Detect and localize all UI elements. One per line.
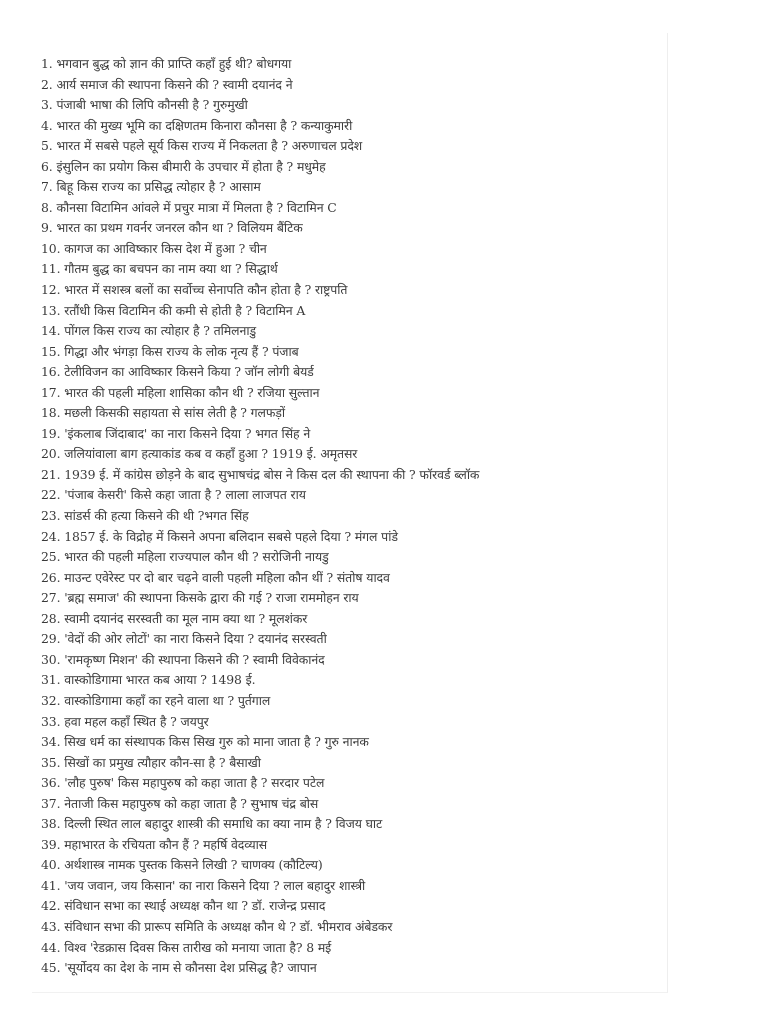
qa-item-36: 36. 'लौह पुरुष' किस महापुरुष को कहा जाता है ? सरदार पटेल [41,775,325,791]
qa-item-1: 1. भगवान बुद्ध को ज्ञान की प्राप्ति कहाँ हुई थी? बोधगया [41,56,292,71]
qa-item-44: 44. विश्व 'रेडक्रास दिवस किस तारीख को मनाया जाता है? 8 मई [41,939,332,955]
document-page [32,33,668,993]
qa-item-27: 27. 'ब्रह्म समाज' की स्थापना किसके द्वारा की गई ? राजा राममोहन राय [41,590,359,606]
qa-item-3: 3. पंजाबी भाषा की लिपि कौनसी है ? गुरुमुखी [41,97,248,113]
qa-item-31: 31. वास्कोडिगामा भारत कब आया ? 1498 ई. [41,672,256,688]
qa-item-34: 34. सिख धर्म का संस्थापक किस सिख गुरु को माना जाता है ? गुरु नानक [41,734,369,750]
qa-item-32: 32. वास्कोडिगामा कहाँ का रहने वाला था ? पुर्तगाल [41,692,271,708]
qa-item-25: 25. भारत की पहली महिला राज्यपाल कौन थी ? सरोजिनी नायडु [41,549,329,565]
qa-item-12: 12. भारत में सशस्त्र बलों का सर्वोच्च सेनापति कौन होता है ? राष्ट्रपति [41,282,348,298]
qa-item-9: 9. भारत का प्रथम गवर्नर जनरल कौन था ? विलियम बैंटिक [41,220,303,236]
question-answer-list [41,54,479,979]
qa-item-10: 10. कागज का आविष्कार किस देश में हुआ ? चीन [41,240,267,256]
qa-item-15: 15. गिद्धा और भंगड़ा किस राज्य के लोक नृत्य हैं ? पंजाब [41,343,299,359]
qa-item-42: 42. संविधान सभा का स्थाई अध्यक्ष कौन था ? डॉ. राजेन्द्र प्रसाद [41,898,326,914]
qa-item-21: 21. 1939 ई. में कांग्रेस छोड़ने के बाद सुभाषचंद्र बोस ने किस दल की स्थापना की ? फॉरवर्ड ब्लॉक [41,466,480,482]
qa-item-33: 33. हवा महल कहाँ स्थित है ? जयपुर [41,713,209,729]
qa-item-38: 38. दिल्ली स्थित लाल बहादुर शास्त्री की समाधि का क्या नाम है ? विजय घाट [41,816,383,832]
qa-item-29: 29. 'वेदों की ओर लोटों' का नारा किसने दिया ? दयानंद सरस्वती [41,631,327,647]
qa-item-7: 7. बिहू किस राज्य का प्रसिद्ध त्योहार है ? आसाम [41,179,261,195]
qa-item-41: 41. 'जय जवान, जय किसान' का नारा किसने दिया ? लाल बहादुर शास्त्री [41,877,366,893]
qa-item-14: 14. पोंगल किस राज्य का त्योहार है ? तमिलनाडु [41,323,256,339]
qa-item-43: 43. संविधान सभा की प्रारूप समिति के अध्यक्ष कौन थे ? डॉ. भीमराव अंबेडकर [41,918,393,934]
qa-item-19: 19. 'इंकलाब जिंदाबाद' का नारा किसने दिया ? भगत सिंह ने [41,425,311,441]
qa-item-23: 23. सांडर्स की हत्या किसने की थी ?भगत सिंह [41,508,249,524]
qa-item-5: 5. भारत में सबसे पहले सूर्य किस राज्य में निकलता है ? अरुणाचल प्रदेश [41,138,363,154]
qa-item-22: 22. 'पंजाब केसरी' किसे कहा जाता है ? लाला लाजपत राय [41,487,306,503]
qa-item-24: 24. 1857 ई. के विद्रोह में किसने अपना बलिदान सबसे पहले दिया ? मंगल पांडे [41,528,398,544]
qa-item-37: 37. नेताजी किस महापुरुष को कहा जाता है ? सुभाष चंद्र बोस [41,795,319,811]
qa-item-13: 13. रतौंधी किस विटामिन की कमी से होती है ? विटामिन A [41,302,306,318]
qa-item-4: 4. भारत की मुख्य भूमि का दक्षिणतम किनारा कौनसा है ? कन्याकुमारी [41,117,353,133]
qa-item-2: 2. आर्य समाज की स्थापना किसने की ? स्वामी दयानंद ने [41,76,293,92]
qa-item-45: 45. 'सूर्योदय का देश के नाम से कौनसा देश प्रसिद्ध है? जापान [41,960,317,976]
qa-item-16: 16. टेलीविजन का आविष्कार किसने किया ? जॉन लोगी बेयर्ड [41,364,314,380]
qa-item-18: 18. मछली किसकी सहायता से सांस लेती है ? गलफड़ों [41,405,286,421]
qa-item-20: 20. जलियांवाला बाग हत्याकांड कब व कहाँ हुआ ? 1919 ई. अमृतसर [41,446,358,462]
qa-item-6: 6. इंसुलिन का प्रयोग किस बीमारी के उपचार में होता है ? मधुमेह [41,158,326,174]
qa-item-30: 30. 'रामकृष्ण मिशन' की स्थापना किसने की ? स्वामी विवेकानंद [41,651,325,667]
qa-item-17: 17. भारत की पहली महिला शासिका कौन थी ? रजिया सुल्तान [41,384,320,400]
qa-item-40: 40. अर्थशास्त्र नामक पुस्तक किसने लिखी ? चाणक्य (कौटिल्य) [41,857,323,873]
qa-item-26: 26. माउन्ट एवेरेस्ट पर दो बार चढ़ने वाली पहली महिला कौन थीं ? संतोष यादव [41,569,390,585]
qa-item-8: 8. कौनसा विटामिन आंवले में प्रचुर मात्रा में मिलता है ? विटामिन C [41,199,337,215]
qa-item-39: 39. महाभारत के रचियता कौन हैं ? महर्षि वेदव्यास [41,836,268,852]
qa-item-35: 35. सिखों का प्रमुख त्यौहार कौन-सा है ? बैसाखी [41,754,261,770]
qa-item-11: 11. गौतम बुद्ध का बचपन का नाम क्या था ? सिद्धार्थ [41,261,278,277]
qa-item-28: 28. स्वामी दयानंद सरस्वती का मूल नाम क्या था ? मूलशंकर [41,610,308,626]
